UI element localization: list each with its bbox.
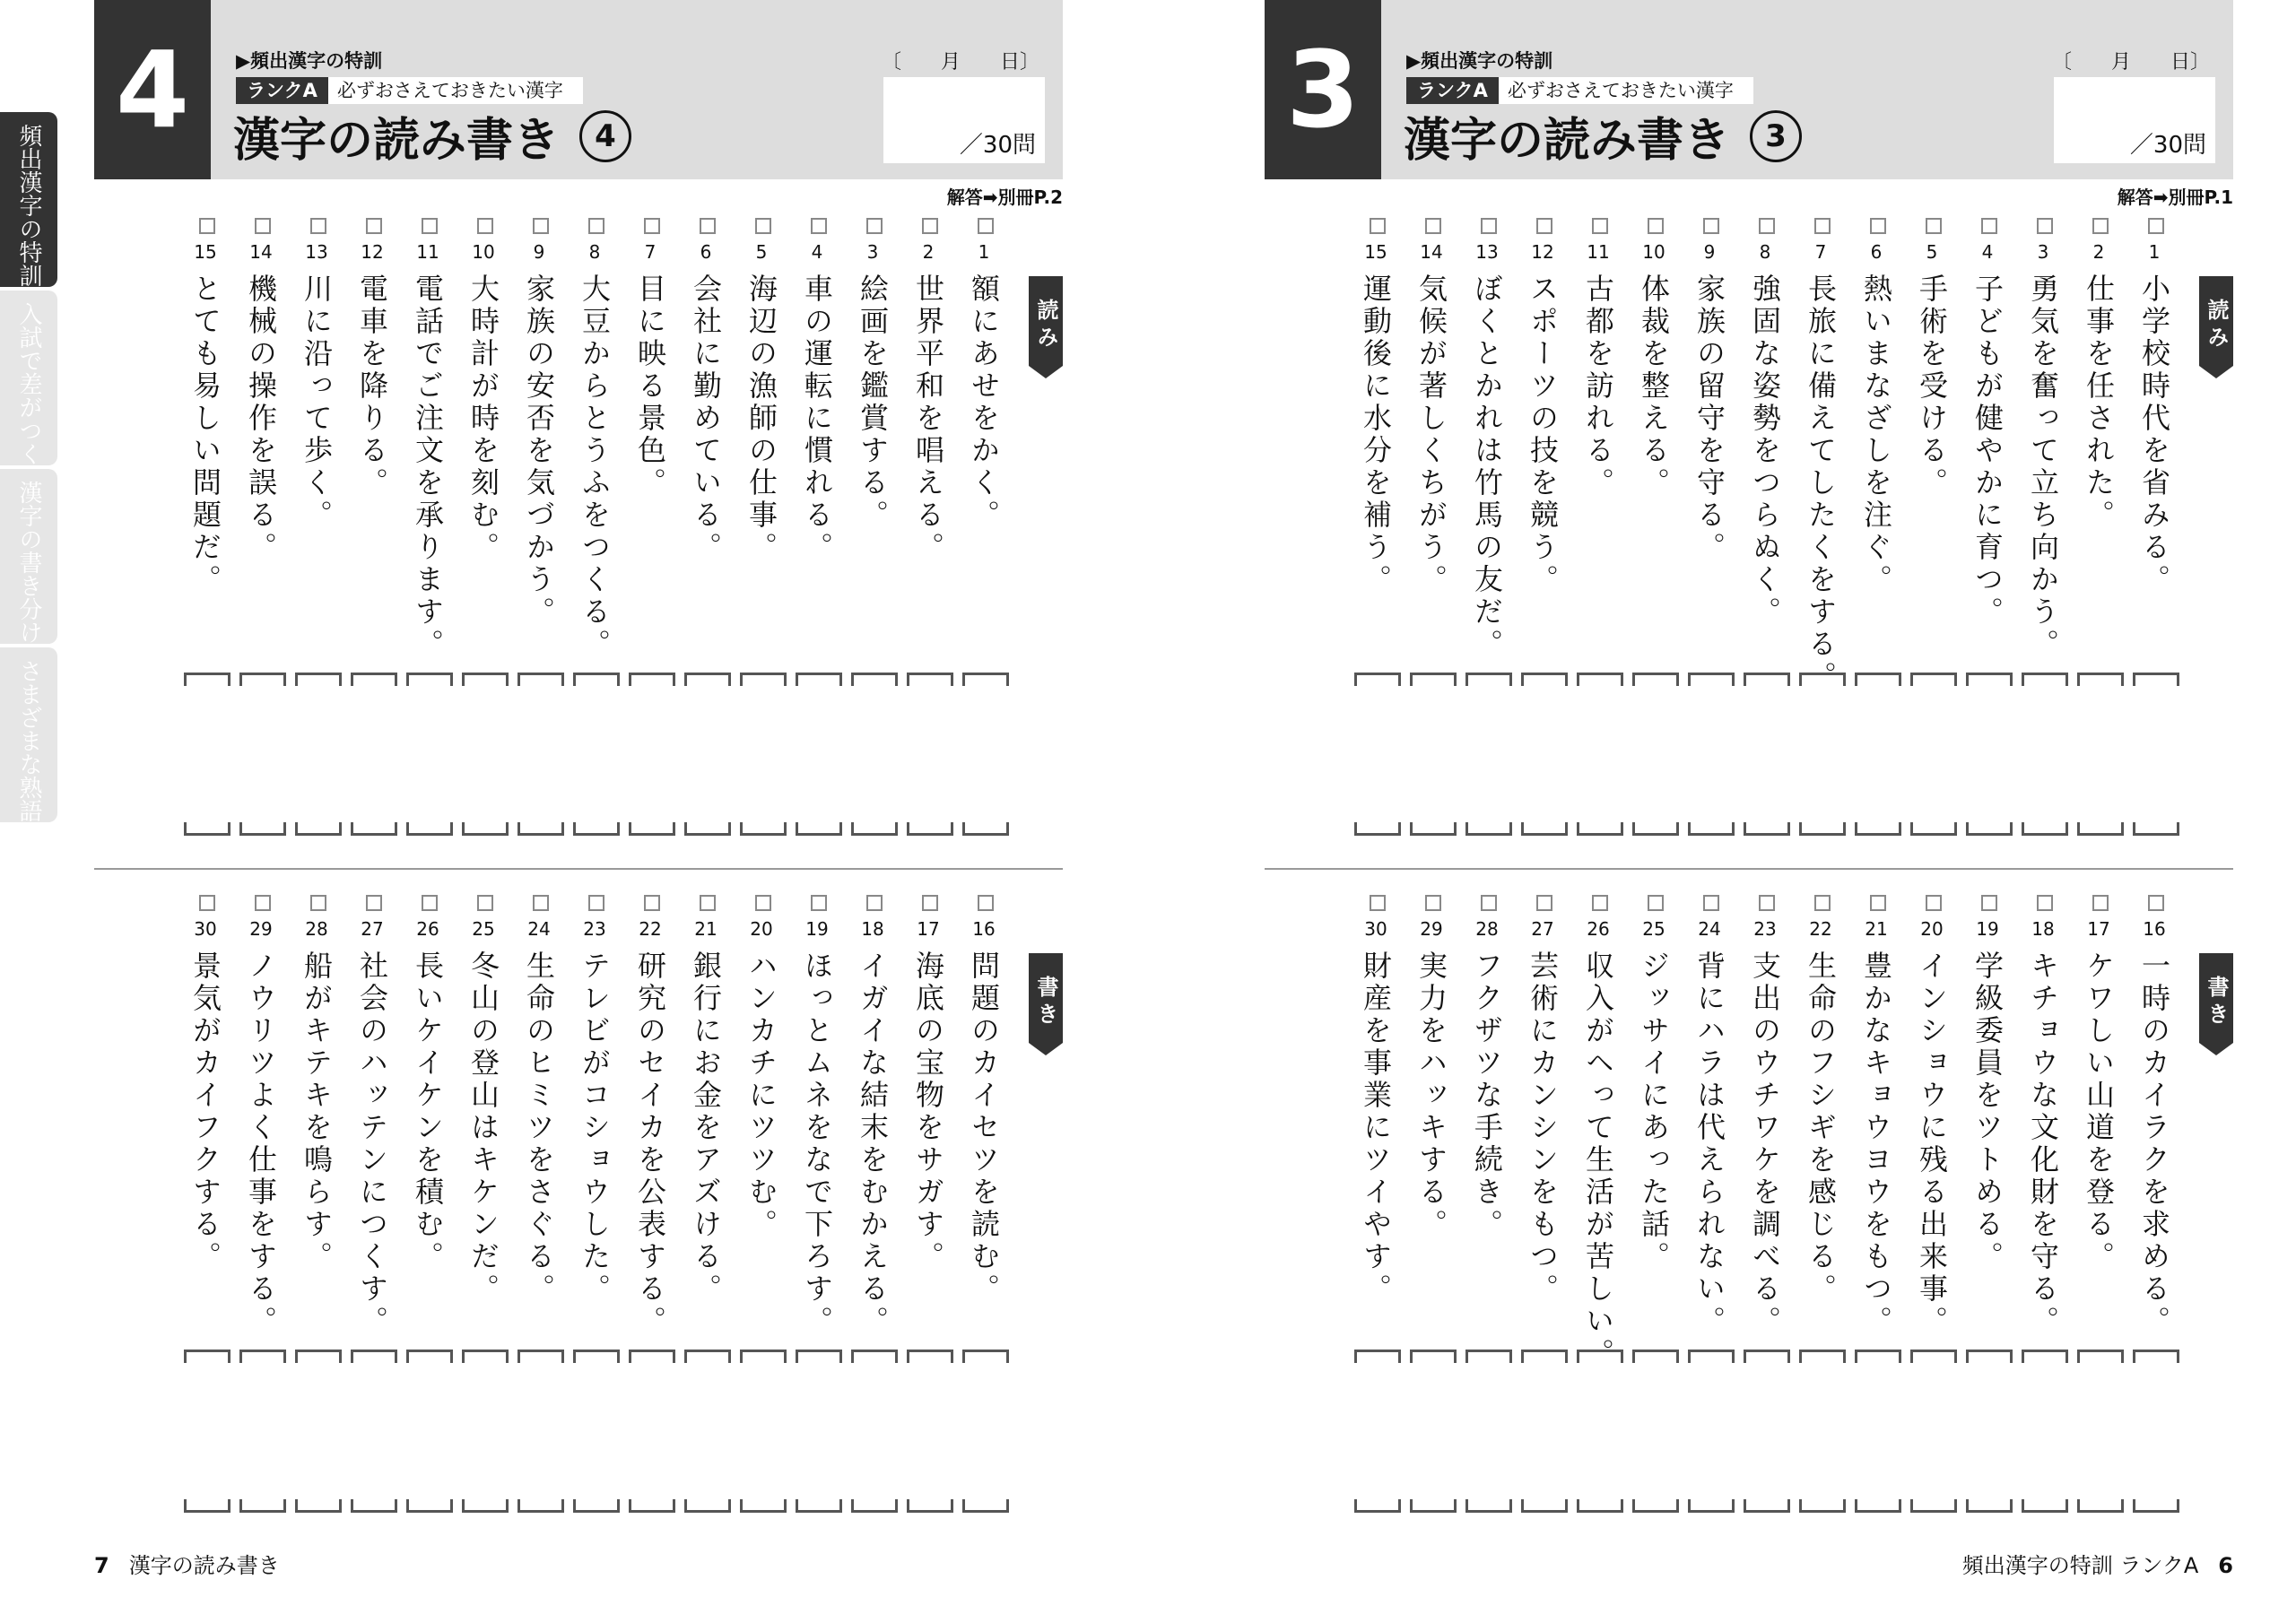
question-checkbox[interactable]: [1926, 895, 1942, 911]
question-checkbox[interactable]: [755, 895, 771, 911]
writing-section-tab: 書き: [2199, 953, 2233, 1043]
answer-box[interactable]: [851, 1350, 898, 1513]
question-checkbox[interactable]: [1648, 895, 1664, 911]
question-text: 実力をハッキする。: [1414, 950, 1448, 1241]
question-checkbox[interactable]: [588, 218, 604, 234]
question-checkbox[interactable]: [310, 895, 326, 911]
question-number: 30: [194, 918, 217, 940]
question-text: 電話でご注文を承ります。: [411, 273, 445, 661]
title-text: 漢字の読み書き: [233, 114, 561, 168]
question-checkbox[interactable]: [2148, 895, 2164, 911]
side-tab[interactable]: 頻出漢字の特訓: [0, 112, 57, 287]
question-number: 4: [811, 241, 823, 263]
question-text: 財産を事業にツイやす。: [1359, 950, 1393, 1306]
question-checkbox[interactable]: [978, 895, 994, 911]
question-text: 手術を受ける。: [1915, 273, 1949, 499]
question-number: 28: [1475, 918, 1499, 940]
question-text: 古都を訪れる。: [1581, 273, 1615, 499]
question-text: 車の運転に慣れる。: [800, 273, 834, 564]
answer-box[interactable]: [907, 673, 953, 836]
question-checkbox[interactable]: [1536, 895, 1552, 911]
question-checkbox[interactable]: [199, 895, 215, 911]
question-text: 額にあせをかく。: [967, 273, 1001, 532]
answer-box[interactable]: [1688, 673, 1735, 836]
question-text: 一時のカイラクを求める。: [2137, 950, 2171, 1338]
page-title: [1404, 102, 1802, 169]
answer-box[interactable]: [2077, 1350, 2124, 1513]
question-checkbox[interactable]: [2037, 218, 2053, 234]
rank-description: 必ずおさえておきたい漢字: [1499, 77, 1753, 104]
answer-box[interactable]: [851, 673, 898, 836]
question-text: 家族の安否を気づかう。: [522, 273, 556, 629]
answer-box[interactable]: [2022, 1350, 2068, 1513]
page-title: [233, 102, 631, 169]
question-text: ジッサイにあった話。: [1637, 950, 1671, 1273]
question-checkbox[interactable]: [866, 218, 883, 234]
answer-box[interactable]: [1521, 1350, 1568, 1513]
answer-reference: 解答➡別冊P.2: [946, 187, 1063, 208]
series-label: ▶頻出漢字の特訓: [1406, 50, 1553, 72]
question-number: 5: [755, 241, 768, 263]
rank-row: [236, 77, 583, 104]
answer-box[interactable]: [1521, 673, 1568, 836]
question-number: 21: [1865, 918, 1888, 940]
question-checkbox[interactable]: [477, 218, 493, 234]
question-number: 11: [1587, 241, 1610, 263]
answer-box[interactable]: [184, 1350, 230, 1513]
question-number: 15: [1364, 241, 1387, 263]
question-text: 長旅に備えてしたくをする。: [1804, 273, 1838, 693]
title-text: 漢字の読み書き: [1404, 114, 1731, 168]
question-number: 30: [1364, 918, 1387, 940]
question-text: 生命のヒミツをさぐる。: [522, 950, 556, 1306]
answer-box[interactable]: [351, 1350, 397, 1513]
question-checkbox[interactable]: [2092, 218, 2109, 234]
question-checkbox[interactable]: [978, 218, 994, 234]
question-checkbox[interactable]: [1536, 218, 1552, 234]
page-number: 6: [2218, 1553, 2233, 1578]
question-checkbox[interactable]: [1759, 218, 1775, 234]
question-checkbox[interactable]: [533, 895, 549, 911]
question-text: 社会のハッテンにつくす。: [355, 950, 389, 1338]
question-checkbox[interactable]: [1870, 895, 1886, 911]
answer-box[interactable]: [1688, 1350, 1735, 1513]
question-number: 3: [866, 241, 879, 263]
question-checkbox[interactable]: [199, 218, 215, 234]
score-box: [2054, 77, 2215, 163]
question-number: 25: [472, 918, 495, 940]
question-checkbox[interactable]: [1592, 218, 1608, 234]
rank-row: [1406, 77, 1753, 104]
question-checkbox[interactable]: [1814, 895, 1831, 911]
question-text: 勇気を奮って立ち向かう。: [2026, 273, 2060, 661]
question-checkbox[interactable]: [1425, 895, 1441, 911]
question-text: 電車を降りる。: [355, 273, 389, 499]
question-checkbox[interactable]: [700, 218, 716, 234]
question-number: 11: [416, 241, 439, 263]
side-tab[interactable]: 入試で差がつく: [0, 291, 57, 465]
question-checkbox[interactable]: [366, 895, 382, 911]
side-tab[interactable]: 漢字の書き分け: [0, 469, 57, 644]
answer-box[interactable]: [462, 673, 509, 836]
question-checkbox[interactable]: [700, 895, 716, 911]
answer-box[interactable]: [1910, 1350, 1957, 1513]
right-page: [1265, 0, 2233, 1623]
question-text: テレビがコショウした。: [578, 950, 612, 1306]
left-page: [94, 0, 1063, 1623]
question-text: スポーツの技を競う。: [1526, 273, 1560, 596]
question-text: 家族の留守を守る。: [1692, 273, 1726, 564]
page-header: [1265, 0, 2233, 179]
question-text: ハンカチにツツむ。: [744, 950, 778, 1241]
answer-box[interactable]: [1577, 673, 1623, 836]
answer-box[interactable]: [239, 673, 286, 836]
question-number: 10: [1642, 241, 1665, 263]
answer-box[interactable]: [239, 1350, 286, 1513]
question-text: フクザツな手続き。: [1470, 950, 1504, 1241]
question-text: 仕事を任された。: [2082, 273, 2116, 532]
question-number: 19: [805, 918, 829, 940]
question-text: 子どもが健やかに育つ。: [1970, 273, 2005, 629]
score-total: ／30問: [959, 132, 1036, 159]
question-checkbox[interactable]: [1370, 218, 1386, 234]
question-checkbox[interactable]: [644, 218, 660, 234]
question-checkbox[interactable]: [811, 218, 827, 234]
section-divider: [1265, 868, 2233, 870]
question-number: 3: [2037, 241, 2049, 263]
rank-badge: ランクA: [236, 77, 328, 104]
answer-box[interactable]: [184, 673, 230, 836]
question-text: 熱いまなざしを注ぐ。: [1859, 273, 1893, 596]
question-number: 17: [2087, 918, 2110, 940]
question-number: 24: [1698, 918, 1721, 940]
answer-box[interactable]: [1632, 1350, 1679, 1513]
answer-box[interactable]: [406, 1350, 453, 1513]
question-checkbox[interactable]: [1370, 895, 1386, 911]
question-text: 会社に勤めている。: [689, 273, 723, 564]
score-box: [883, 77, 1045, 163]
question-checkbox[interactable]: [1481, 218, 1497, 234]
question-number: 8: [1759, 241, 1771, 263]
question-text: 船がキテキを鳴らす。: [300, 950, 334, 1273]
question-text: 海辺の漁師の仕事。: [744, 273, 778, 564]
answer-box[interactable]: [351, 673, 397, 836]
answer-box[interactable]: [1410, 1350, 1457, 1513]
question-checkbox[interactable]: [1981, 895, 1997, 911]
question-checkbox[interactable]: [1981, 218, 1997, 234]
question-number: 20: [750, 918, 773, 940]
answer-box[interactable]: [573, 673, 620, 836]
question-checkbox[interactable]: [1592, 895, 1608, 911]
answer-box[interactable]: [2133, 673, 2179, 836]
title-number-circle: 3: [1750, 110, 1802, 162]
question-number: 26: [1587, 918, 1610, 940]
footer-left: [94, 1548, 280, 1579]
question-checkbox[interactable]: [1481, 895, 1497, 911]
answer-box[interactable]: [962, 673, 1009, 836]
question-number: 1: [2148, 241, 2161, 263]
answer-box[interactable]: [740, 673, 787, 836]
answer-box[interactable]: [1632, 673, 1679, 836]
answer-box[interactable]: [1966, 673, 2013, 836]
question-number: 26: [416, 918, 439, 940]
question-text: イガイな結末をむかえる。: [856, 950, 890, 1338]
answer-box[interactable]: [684, 1350, 731, 1513]
answer-box[interactable]: [1354, 1350, 1401, 1513]
answer-box[interactable]: [796, 673, 842, 836]
writing-section-tab: 書き: [1029, 953, 1063, 1043]
answer-box[interactable]: [517, 673, 564, 836]
writing-section: [1265, 879, 2233, 1524]
question-checkbox[interactable]: [866, 895, 883, 911]
question-number: 18: [861, 918, 884, 940]
question-number: 24: [527, 918, 551, 940]
question-number: 2: [2092, 241, 2105, 263]
question-number: 27: [361, 918, 384, 940]
drill-number: 4: [94, 0, 211, 179]
question-number: 27: [1531, 918, 1554, 940]
title-number-circle: 4: [579, 110, 631, 162]
answer-box[interactable]: [629, 1350, 675, 1513]
question-text: 長いケイケンを積む。: [411, 950, 445, 1273]
question-text: ノウリツよく仕事をする。: [244, 950, 278, 1338]
answer-box[interactable]: [1465, 673, 1512, 836]
question-checkbox[interactable]: [422, 895, 438, 911]
question-number: 16: [972, 918, 996, 940]
answer-box[interactable]: [462, 1350, 509, 1513]
question-number: 12: [361, 241, 384, 263]
answer-box[interactable]: [517, 1350, 564, 1513]
answer-reference: 解答➡別冊P.1: [2117, 187, 2233, 208]
answer-box[interactable]: [1744, 1350, 1790, 1513]
question-text: 体裁を整える。: [1637, 273, 1671, 499]
section-divider: [94, 868, 1063, 870]
question-number: 17: [917, 918, 940, 940]
question-text: 強固な姿勢をつらぬく。: [1748, 273, 1782, 629]
question-number: 1: [978, 241, 990, 263]
answer-box[interactable]: [907, 1350, 953, 1513]
score-total: ／30問: [2129, 132, 2206, 159]
answer-box[interactable]: [1910, 673, 1957, 836]
question-checkbox[interactable]: [1425, 218, 1441, 234]
question-text: 背にハラは代えられない。: [1692, 950, 1726, 1338]
answer-box[interactable]: [1855, 673, 1901, 836]
question-checkbox[interactable]: [1648, 218, 1664, 234]
question-number: 7: [644, 241, 657, 263]
date-field: 〔 月 日〕: [882, 51, 1040, 74]
question-checkbox[interactable]: [310, 218, 326, 234]
question-checkbox[interactable]: [255, 895, 271, 911]
question-checkbox[interactable]: [1703, 218, 1719, 234]
question-number: 4: [1981, 241, 1994, 263]
answer-box[interactable]: [740, 1350, 787, 1513]
date-field: 〔 月 日〕: [2052, 51, 2211, 74]
question-checkbox[interactable]: [255, 218, 271, 234]
question-checkbox[interactable]: [1759, 895, 1775, 911]
question-text: 海底の宝物をサガす。: [911, 950, 945, 1273]
question-number: 22: [639, 918, 662, 940]
question-checkbox[interactable]: [2037, 895, 2053, 911]
question-checkbox[interactable]: [1926, 218, 1942, 234]
reading-section: [1265, 202, 2233, 847]
question-number: 7: [1814, 241, 1827, 263]
question-number: 12: [1531, 241, 1554, 263]
question-number: 13: [1475, 241, 1499, 263]
question-checkbox[interactable]: [2148, 218, 2164, 234]
answer-box[interactable]: [1410, 673, 1457, 836]
question-text: 目に映る景色。: [633, 273, 667, 499]
answer-box[interactable]: [796, 1350, 842, 1513]
question-number: 29: [1420, 918, 1443, 940]
question-number: 5: [1926, 241, 1938, 263]
question-text: ケワしい山道を登る。: [2082, 950, 2116, 1273]
question-checkbox[interactable]: [755, 218, 771, 234]
question-text: 運動後に水分を補う。: [1359, 273, 1393, 596]
page-number: 7: [94, 1553, 109, 1578]
question-number: 19: [1976, 918, 1999, 940]
question-checkbox[interactable]: [1703, 895, 1719, 911]
drill-number: 3: [1265, 0, 1381, 179]
footer-text: 漢字の読み書き: [128, 1553, 280, 1578]
writing-section: [94, 879, 1063, 1524]
answer-box[interactable]: [1855, 1350, 1901, 1513]
answer-box[interactable]: [295, 673, 342, 836]
question-text: インショウに残る出来事。: [1915, 950, 1949, 1338]
answer-box[interactable]: [2133, 1350, 2179, 1513]
answer-box[interactable]: [406, 673, 453, 836]
question-number: 8: [588, 241, 601, 263]
question-text: 豊かなキョウヨウをもつ。: [1859, 950, 1893, 1338]
answer-box[interactable]: [1354, 673, 1401, 836]
answer-box[interactable]: [629, 673, 675, 836]
reading-section: [94, 202, 1063, 847]
answer-box[interactable]: [962, 1350, 1009, 1513]
question-number: 23: [1753, 918, 1777, 940]
question-checkbox[interactable]: [422, 218, 438, 234]
question-text: 世界平和を唱える。: [911, 273, 945, 564]
question-checkbox[interactable]: [366, 218, 382, 234]
answer-box[interactable]: [1799, 673, 1846, 836]
question-number: 28: [305, 918, 328, 940]
question-text: 気候が著しくちがう。: [1414, 273, 1448, 596]
question-text: 銀行にお金をアズける。: [689, 950, 723, 1306]
question-number: 16: [2143, 918, 2166, 940]
question-number: 13: [305, 241, 328, 263]
question-text: 景気がカイフクする。: [188, 950, 222, 1273]
page-header: [94, 0, 1063, 179]
question-text: 機械の操作を誤る。: [244, 273, 278, 564]
question-checkbox[interactable]: [533, 218, 549, 234]
question-checkbox[interactable]: [922, 218, 938, 234]
question-text: 小学校時代を省みる。: [2137, 273, 2171, 596]
question-text: とても易しい問題だ。: [188, 273, 222, 596]
reading-section-tab: 読み: [1029, 276, 1063, 366]
question-number: 15: [194, 241, 217, 263]
answer-box[interactable]: [1966, 1350, 2013, 1513]
question-text: 川に沿って歩く。: [300, 273, 334, 532]
question-text: 研究のセイカを公表する。: [633, 950, 667, 1338]
question-text: 支出のウチワケを調べる。: [1748, 950, 1782, 1338]
footer-right: [1962, 1548, 2233, 1579]
question-text: キチョウな文化財を守る。: [2026, 950, 2060, 1338]
question-number: 21: [694, 918, 718, 940]
series-label: ▶頻出漢字の特訓: [236, 50, 383, 72]
rank-description: 必ずおさえておきたい漢字: [328, 77, 583, 104]
question-text: 冬山の登山はキケンだ。: [466, 950, 500, 1306]
question-text: ぼくとかれは竹馬の友だ。: [1470, 273, 1504, 661]
question-text: 生命のフシギを感じる。: [1804, 950, 1838, 1306]
question-text: 大豆からとうふをつくる。: [578, 273, 612, 661]
question-number: 29: [249, 918, 273, 940]
question-number: 10: [472, 241, 495, 263]
question-number: 14: [249, 241, 273, 263]
reading-section-tab: 読み: [2199, 276, 2233, 366]
question-text: 収入がヘって生活が苦しい。: [1581, 950, 1615, 1370]
question-text: 学級委員をツトめる。: [1970, 950, 2005, 1273]
answer-box[interactable]: [1465, 1350, 1512, 1513]
answer-box[interactable]: [2022, 673, 2068, 836]
question-number: 9: [1703, 241, 1716, 263]
answer-box[interactable]: [1744, 673, 1790, 836]
question-checkbox[interactable]: [644, 895, 660, 911]
question-checkbox[interactable]: [922, 895, 938, 911]
question-number: 23: [583, 918, 606, 940]
answer-box[interactable]: [295, 1350, 342, 1513]
question-number: 6: [1870, 241, 1883, 263]
question-checkbox[interactable]: [1870, 218, 1886, 234]
question-checkbox[interactable]: [811, 895, 827, 911]
answer-box[interactable]: [573, 1350, 620, 1513]
answer-box[interactable]: [684, 673, 731, 836]
side-tab[interactable]: さまざまな熟語: [0, 647, 57, 822]
question-number: 25: [1642, 918, 1665, 940]
answer-box[interactable]: [2077, 673, 2124, 836]
question-number: 2: [922, 241, 935, 263]
question-text: 絵画を鑑賞する。: [856, 273, 890, 532]
answer-box[interactable]: [1577, 1350, 1623, 1513]
footer-text: 頻出漢字の特訓 ランクA: [1961, 1553, 2199, 1578]
question-number: 9: [533, 241, 545, 263]
rank-badge: ランクA: [1406, 77, 1499, 104]
question-checkbox[interactable]: [1814, 218, 1831, 234]
question-number: 20: [1920, 918, 1944, 940]
question-number: 14: [1420, 241, 1443, 263]
question-checkbox[interactable]: [588, 895, 604, 911]
question-number: 18: [2031, 918, 2055, 940]
question-checkbox[interactable]: [477, 895, 493, 911]
question-checkbox[interactable]: [2092, 895, 2109, 911]
question-text: 芸術にカンシンをもつ。: [1526, 950, 1560, 1306]
question-text: 問題のカイセツを読む。: [967, 950, 1001, 1306]
question-number: 6: [700, 241, 712, 263]
side-tabs: [0, 112, 57, 826]
question-number: 22: [1809, 918, 1832, 940]
question-text: ほっとムネをなで下ろす。: [800, 950, 834, 1338]
question-text: 大時計が時を刻む。: [466, 273, 500, 564]
answer-box[interactable]: [1799, 1350, 1846, 1513]
